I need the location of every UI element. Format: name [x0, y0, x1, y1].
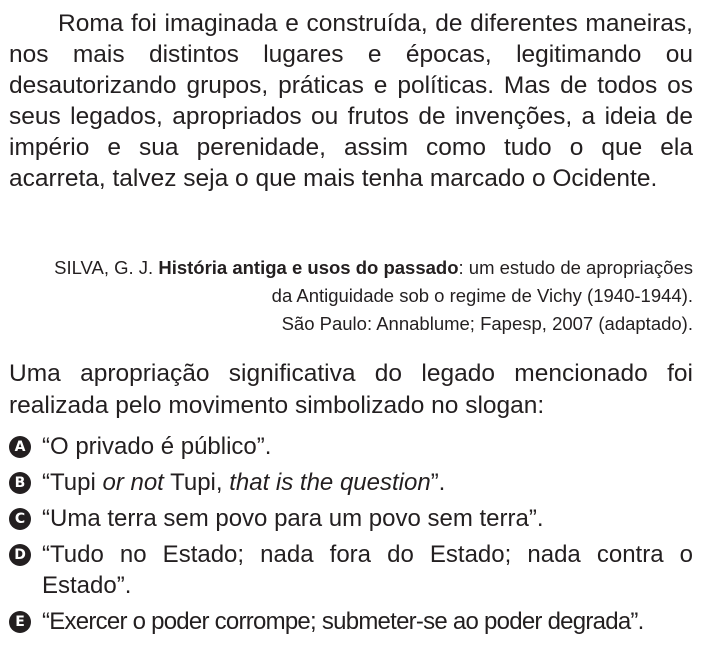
question-stem: Uma apropriação significativa do legado mencionado foi realizada pelo movimento simbolizado no slogan: [9, 360, 693, 419]
passage-text: Roma foi imaginada e construída, de diferentes maneiras, nos mais distintos lugares e épocas, legitimando ou desautorizando grupos, práticas e políticas. Mas de todos os seus legados, apropriados ou frutos de invenções, a ideia de império e sua perenidade, assim como tudo o que ela acarreta, talvez seja o que mais tenha marcado o Ocidente. [9, 10, 693, 192]
answer-options [9, 431, 693, 642]
option-b-text [42, 469, 445, 496]
option-a-text: “O privado é público”. [42, 433, 272, 460]
citation-subtitle: : um estudo de apropriações da Antiguidade sob o regime de Vichy (1940-1944). [271, 257, 693, 306]
option-e-letter-icon: E [9, 611, 31, 633]
option-c[interactable] [9, 503, 693, 534]
citation-author: SILVA, G. J. [54, 257, 159, 278]
option-b-text-part: Tupi, [163, 469, 230, 496]
option-b-text-italic: that is the question [229, 469, 431, 496]
option-b-text-italic: or not [102, 469, 164, 496]
option-e-text: “Exercer o poder corrompe; submeter-se ao poder degrada”. [42, 608, 644, 635]
option-b-text-part: ”. [430, 469, 446, 496]
citation-title: História antiga e usos do passado [158, 257, 459, 278]
source-citation [53, 254, 693, 338]
option-a-letter-icon: A [9, 436, 31, 458]
option-b-letter-icon: B [9, 472, 31, 494]
option-b[interactable] [9, 467, 693, 498]
option-d-letter-icon: D [9, 544, 31, 566]
option-a[interactable] [9, 431, 693, 462]
option-c-letter-icon: C [9, 508, 31, 530]
option-e[interactable] [9, 606, 693, 637]
citation-publication: São Paulo: Annablume; Fapesp, 2007 (adaptado). [281, 313, 693, 334]
option-c-text: “Uma terra sem povo para um povo sem terra”. [42, 505, 544, 532]
option-b-text-part: “Tupi [42, 469, 103, 496]
option-d-text: “Tudo no Estado; nada fora do Estado; nada contra o Estado”. [42, 541, 693, 599]
option-d[interactable] [9, 539, 693, 601]
